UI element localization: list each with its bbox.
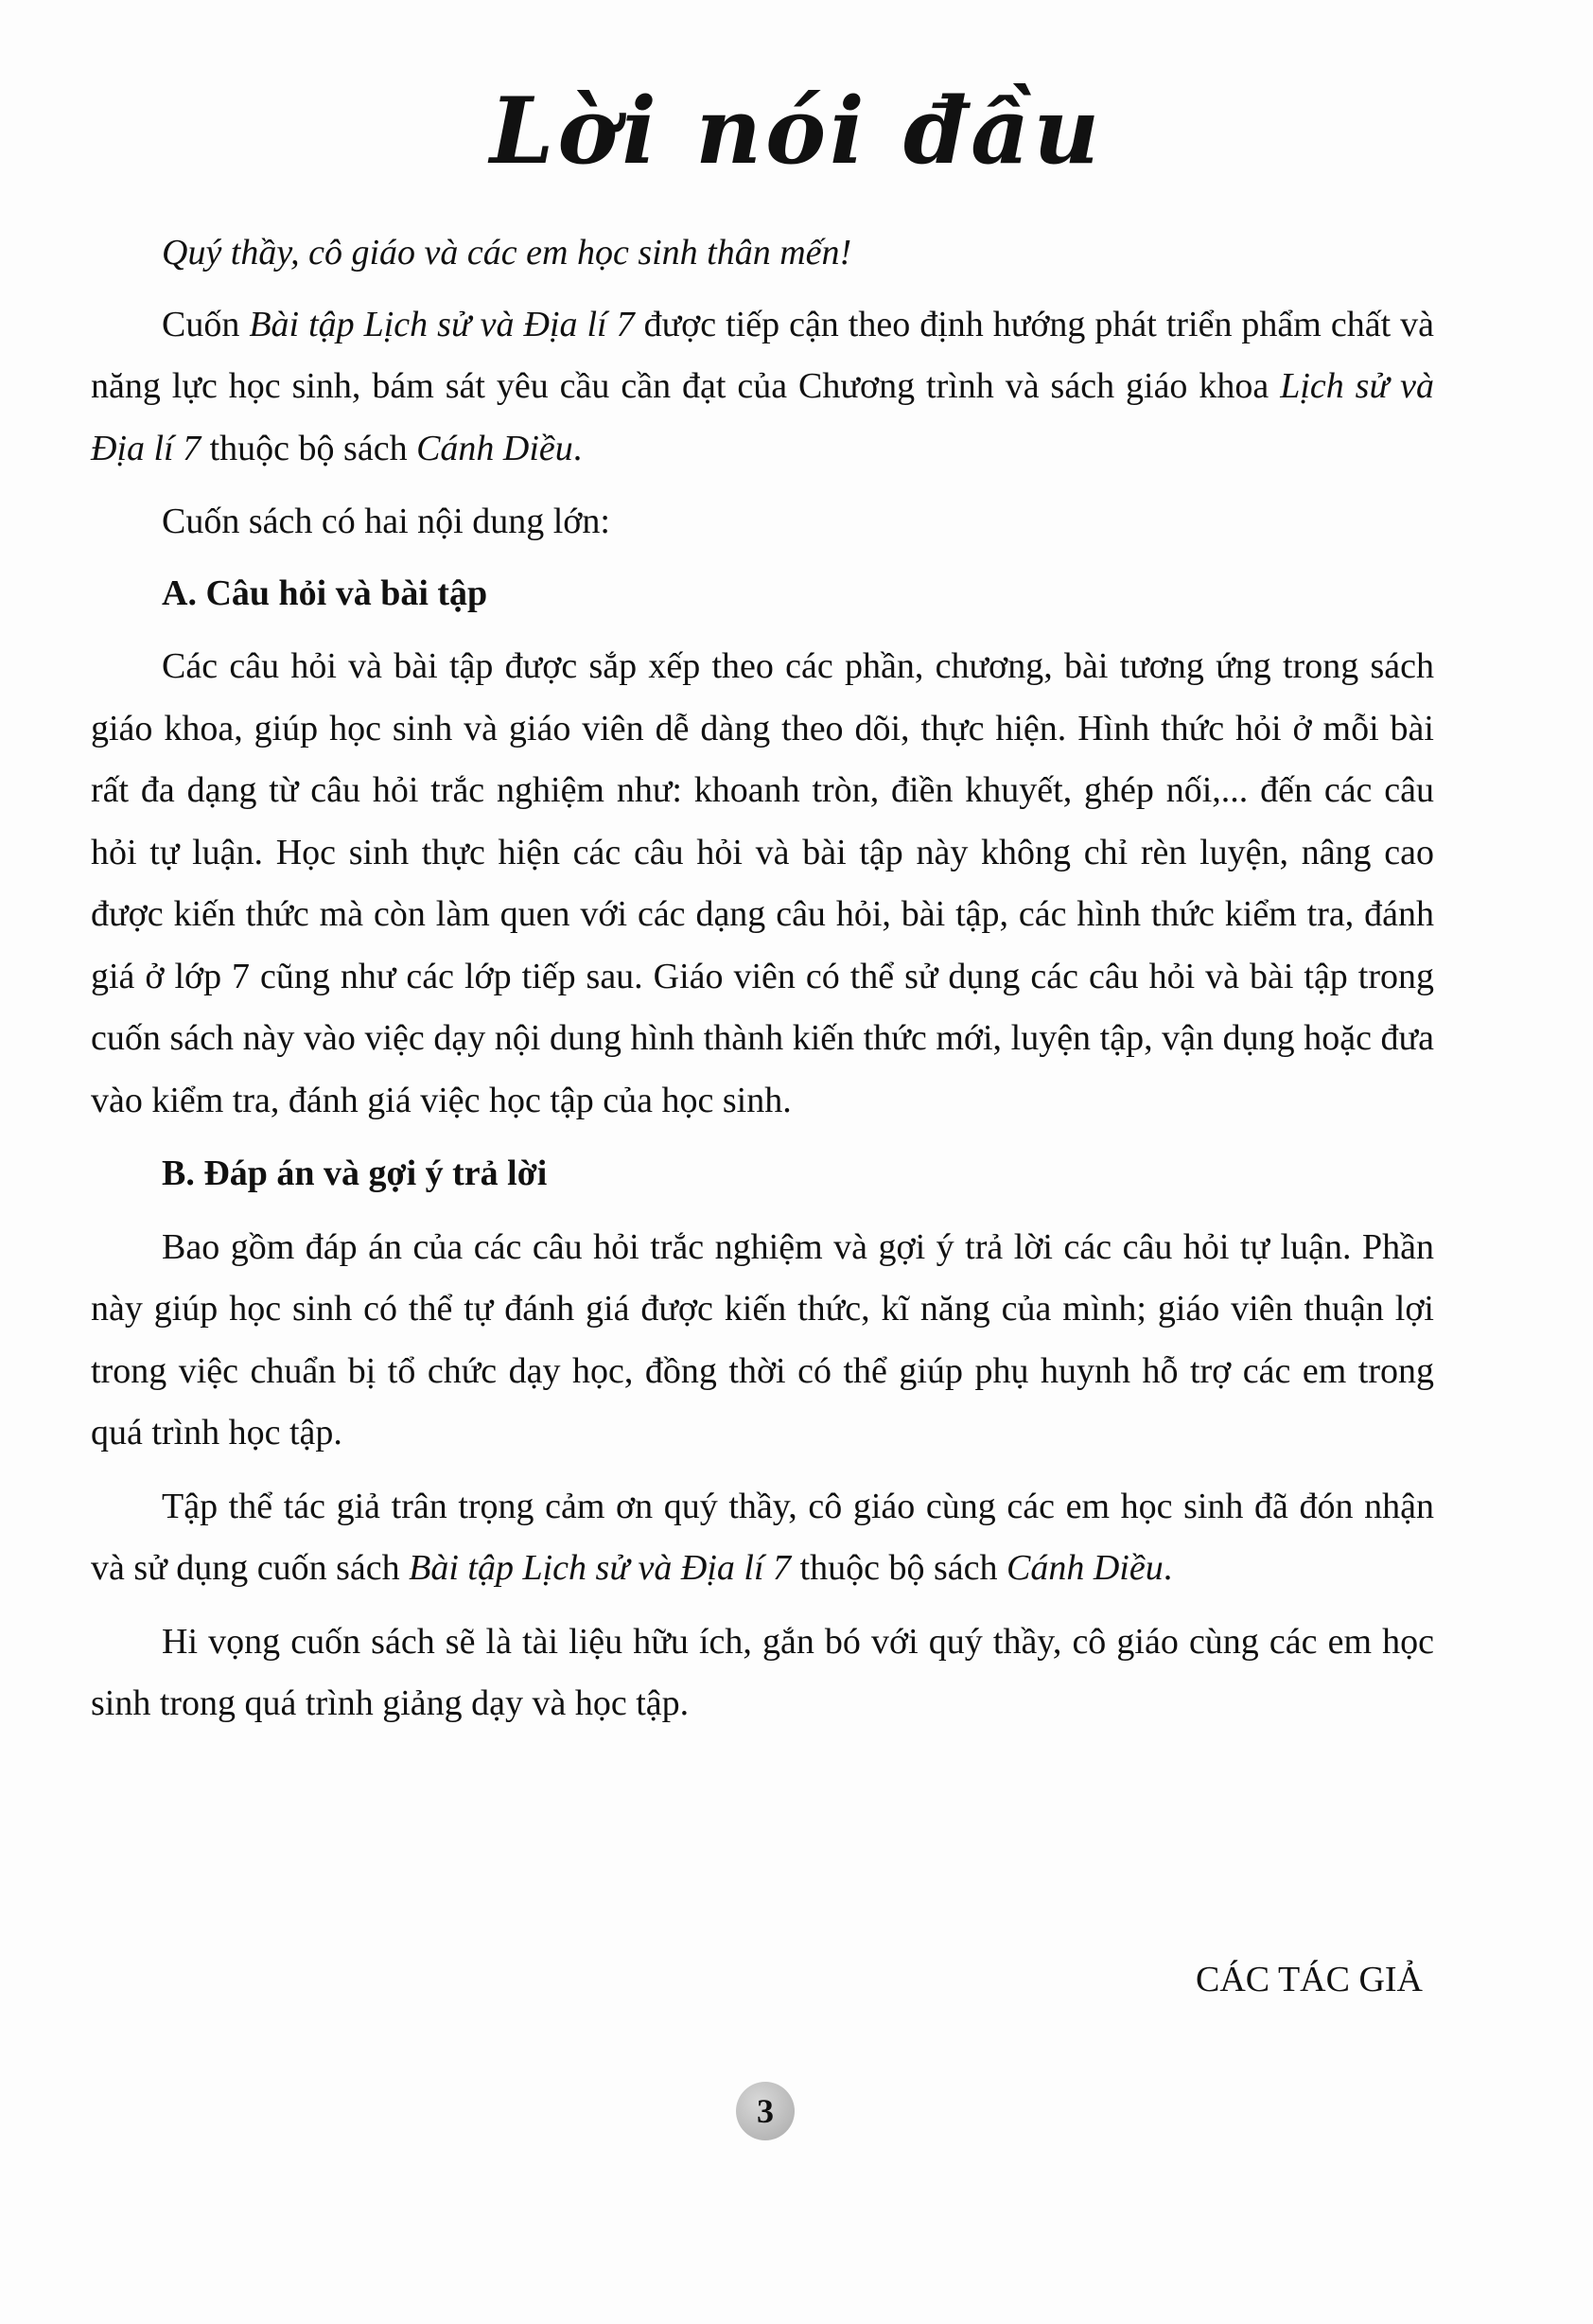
page-number: 3: [736, 2082, 795, 2140]
thanks-book-title: Bài tập Lịch sử và Địa lí 7: [409, 1548, 792, 1588]
thanks-series: Cánh Diều: [1006, 1548, 1164, 1588]
hope-paragraph: Hi vọng cuốn sách sẽ là tài liệu hữu ích, gắn bó với quý thầy, cô giáo cùng các em học sinh trong quá trình giảng dạy và học tập.: [91, 1621, 1434, 1723]
thanks-text-2: thuộc bộ sách: [791, 1548, 1007, 1588]
intro-text-3: thuộc bộ sách: [201, 428, 417, 468]
intro-paragraph: [91, 294, 1434, 481]
section-a-body: Các câu hỏi và bài tập được sắp xếp theo các phần, chương, bài tương ứng trong sách giáo khoa, giúp học sinh và giáo viên dễ dàng theo dõi, thực hiện. Hình thức hỏi ở mỗi bài rất đa dạng từ câu hỏi trắc nghiệm như: khoanh tròn, điền khuyết, ghép nối,... đến các câu hỏi tự luận. Học sinh thực hiện các câu hỏi và bài tập này không chỉ rèn luyện, nâng cao được kiến thức mà còn làm quen với các dạng câu hỏi, bài tập, các hình thức kiểm tra, đánh giá ở lớp 7 cũng như các lớp tiếp sau. Giáo viên có thể sử dụng các câu hỏi và bài tập trong cuốn sách này vào việc dạy nội dung hình thành kiến thức mới, luyện tập, vận dụng hoặc đưa vào kiểm tra, đánh giá việc học tập của học sinh.: [91, 646, 1434, 1120]
thanks-text-1: Tập thể tác giả trân trọng cảm ơn quý thầy, cô giáo cùng các em học sinh đã đón nhận và sử dụng cuốn sách: [91, 1486, 1434, 1588]
signature: CÁC TÁC GIẢ: [1196, 1960, 1423, 1999]
greeting: Quý thầy, cô giáo và các em học sinh thân mến!: [162, 233, 852, 273]
intro-text-1: Cuốn: [162, 304, 250, 344]
thanks-paragraph: [91, 1476, 1434, 1600]
intro-textbook-title: Lịch sử và Địa lí 7: [91, 366, 1435, 468]
section-b-body: Bao gồm đáp án của các câu hỏi trắc nghiệm và gợi ý trả lời các câu hỏi tự luận. Phần này giúp học sinh có thể tự đánh giá được kiến thức, kĩ năng của mình; giáo viên thuận lợi trong việc chuẩn bị tổ chức dạy học, đồng thời có thể giúp phụ huynh hỗ trợ các em trong quá trình học tập.: [91, 1226, 1434, 1452]
section-b-heading: B. Đáp án và gợi ý trả lời: [162, 1153, 548, 1193]
intro-text-2: được tiếp cận theo định hướng phát triển phẩm chất và năng lực học sinh, bám sát yêu cầu cần đạt của Chương trình và sách giáo khoa: [91, 304, 1434, 406]
thanks-text-3: .: [1163, 1548, 1173, 1588]
intro-book-title: Bài tập Lịch sử và Địa lí 7: [249, 304, 635, 344]
page-title: Lời nói đầu: [489, 78, 1104, 185]
intro-text-4: .: [572, 428, 583, 468]
preface-body: [91, 222, 1434, 1735]
intro-series: Cánh Diều: [416, 428, 573, 468]
two-contents-line: Cuốn sách có hai nội dung lớn:: [162, 502, 610, 541]
section-a-heading: A. Câu hỏi và bài tập: [162, 572, 488, 613]
